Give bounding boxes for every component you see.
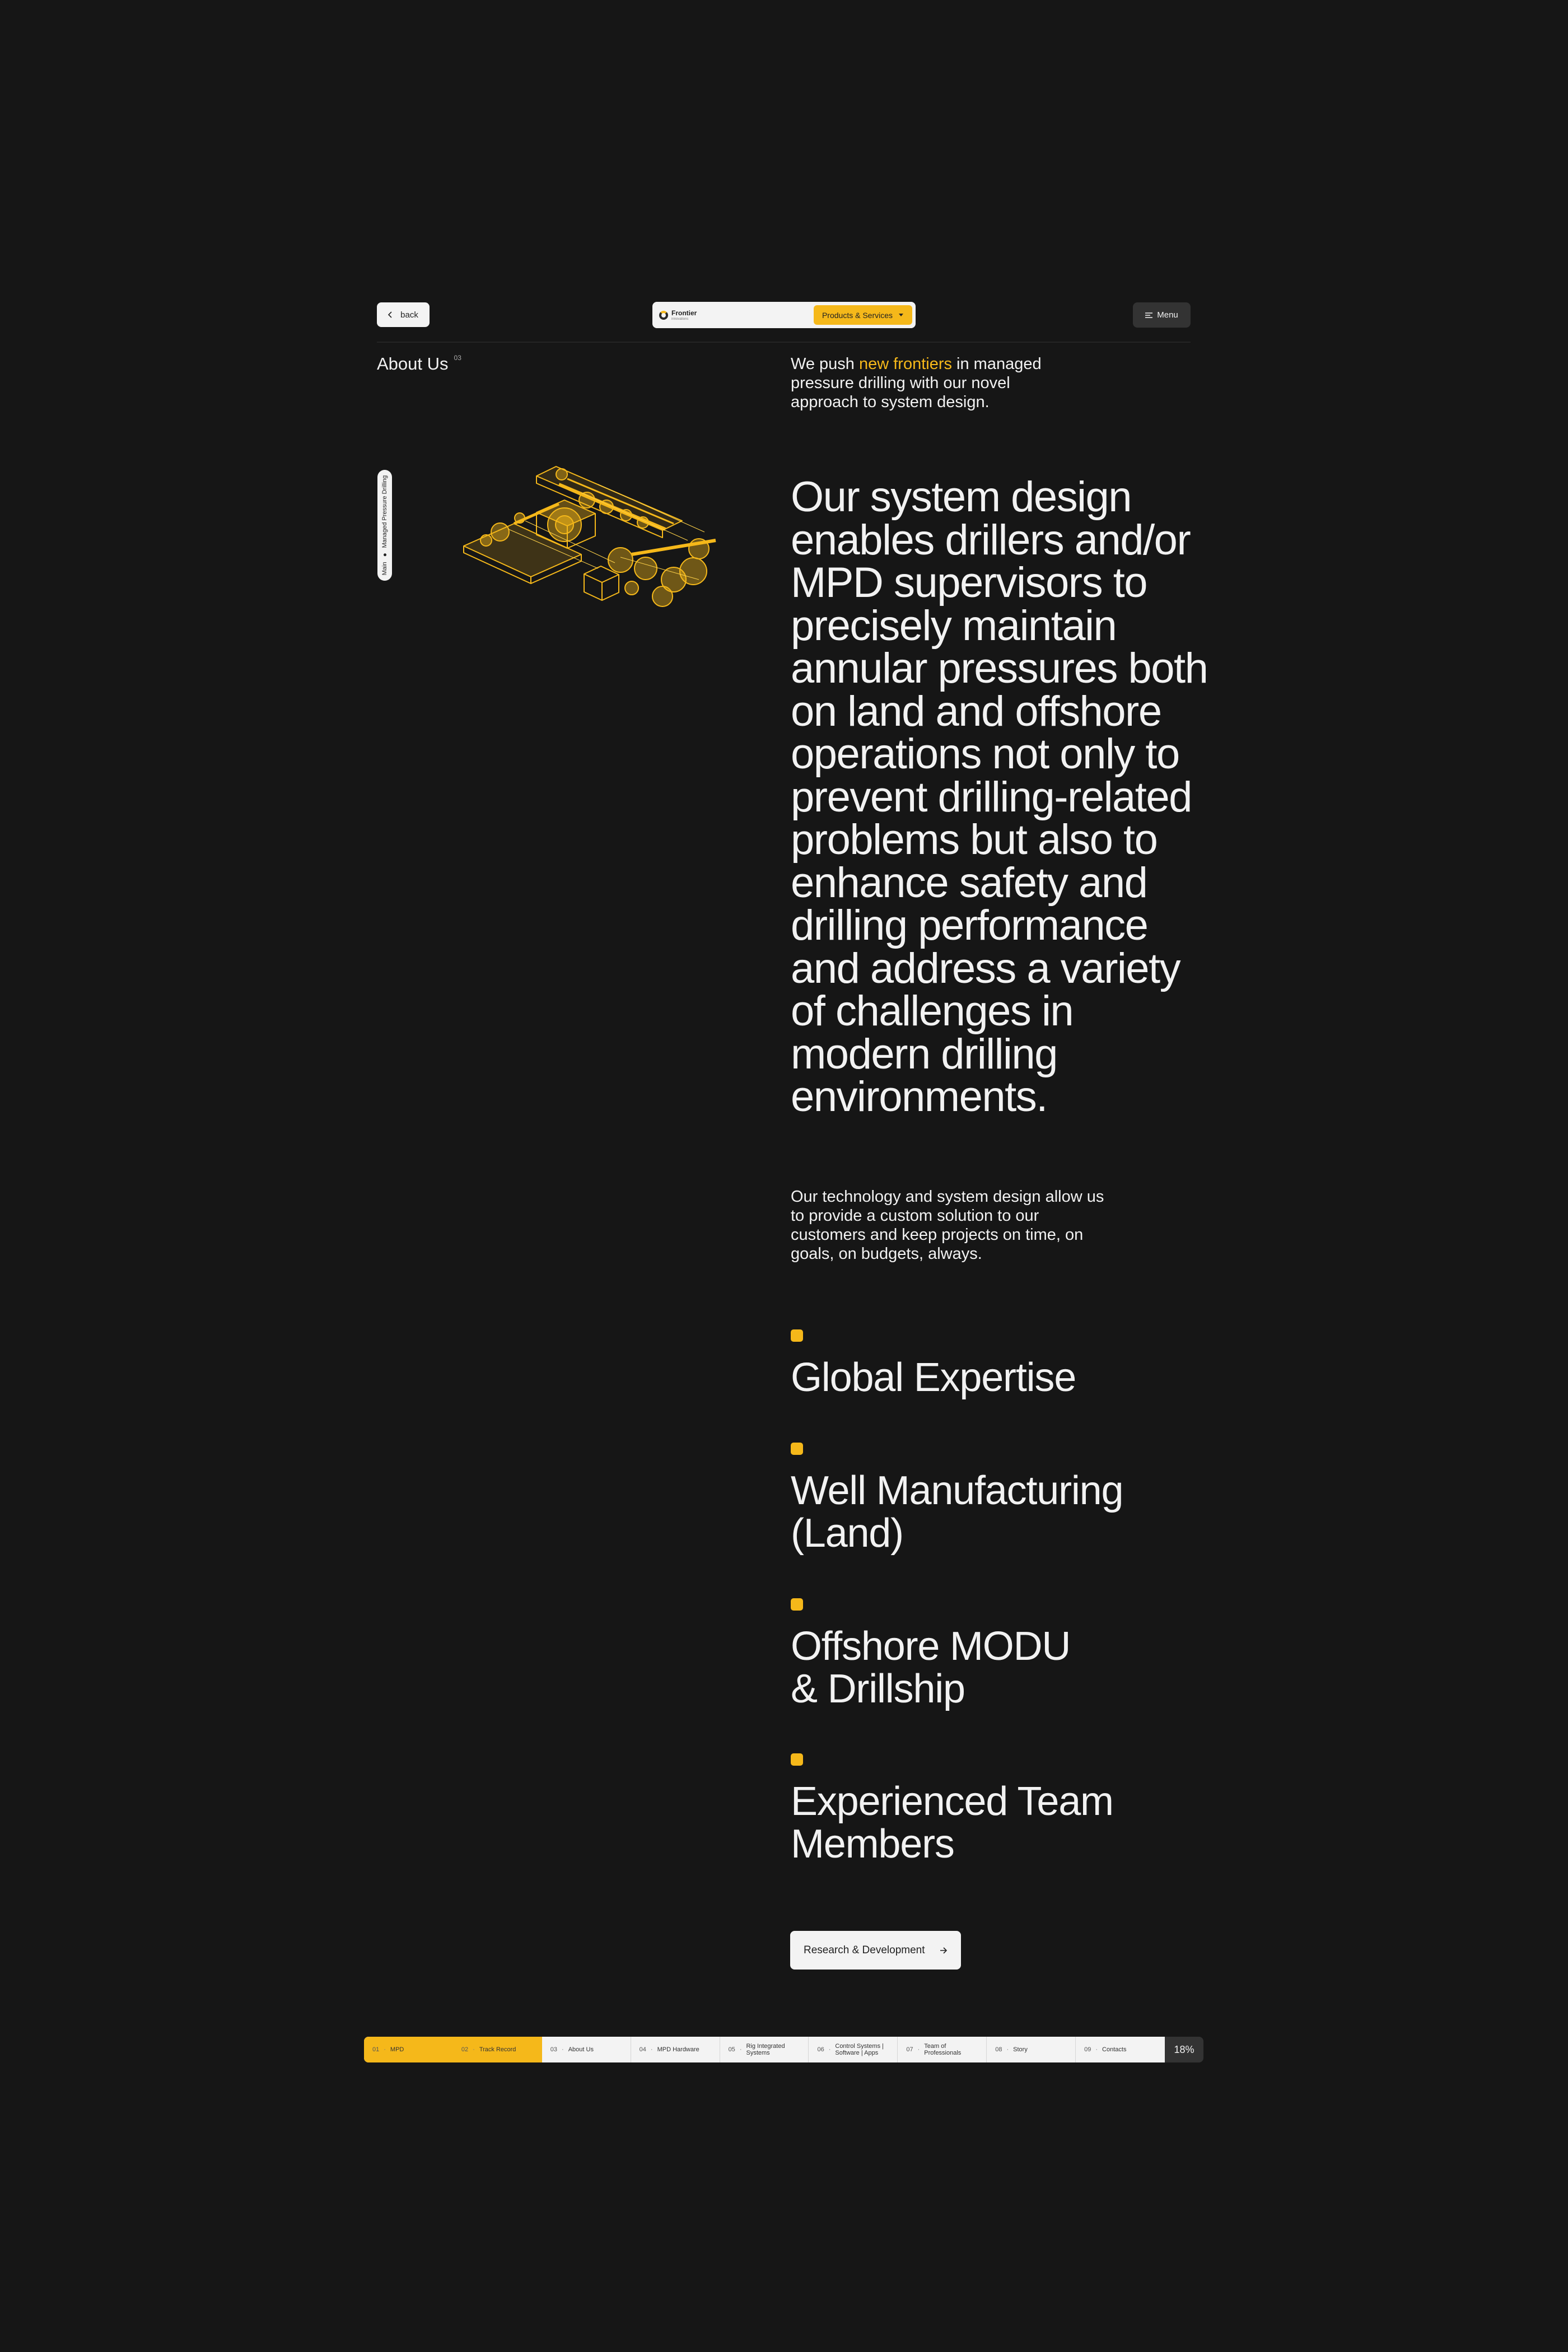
back-label: back xyxy=(400,310,418,320)
nav-item-rig-integrated-systems[interactable] xyxy=(720,2037,809,2062)
nav-item-separator: · xyxy=(917,2046,920,2053)
square-bullet-icon xyxy=(791,1753,803,1766)
nav-item-mpd-hardware[interactable] xyxy=(631,2037,720,2062)
back-button[interactable] xyxy=(377,302,430,327)
square-bullet-icon xyxy=(791,1443,803,1455)
nav-item-separator: · xyxy=(739,2046,742,2053)
dot-separator xyxy=(384,553,386,556)
feature-title: Experienced Team Members xyxy=(791,1779,1113,1866)
logo-icon xyxy=(659,311,668,320)
nav-item-team[interactable] xyxy=(898,2037,987,2062)
feature-item xyxy=(791,1329,1216,1399)
section-title-text: About Us xyxy=(377,354,449,374)
logo[interactable] xyxy=(659,310,814,321)
products-services-dropdown[interactable] xyxy=(814,305,912,325)
square-bullet-icon xyxy=(791,1329,803,1342)
nav-item-label: Rig Integrated Systems xyxy=(746,2043,785,2056)
menu-button[interactable] xyxy=(1133,302,1191,328)
nav-item-number: 04 xyxy=(639,2046,646,2053)
feature-title: Well Manufacturing (Land) xyxy=(791,1468,1123,1556)
nav-item-number: 01 xyxy=(372,2046,380,2053)
section-index: 03 xyxy=(454,354,461,362)
brand-bar xyxy=(652,302,916,328)
nav-item-number: 03 xyxy=(550,2046,558,2053)
nav-item-separator: · xyxy=(384,2046,386,2053)
products-services-label: Products & Services xyxy=(822,310,893,320)
section-tag-mpd: Managed Pressure Drilling xyxy=(381,475,388,548)
nav-item-label: Contacts xyxy=(1102,2046,1127,2053)
nav-item-number: 02 xyxy=(461,2046,469,2053)
nav-item-number: 09 xyxy=(1084,2046,1091,2053)
mpd-equipment-illustration xyxy=(452,451,727,624)
menu-label: Menu xyxy=(1157,310,1178,320)
nav-item-number: 06 xyxy=(817,2046,824,2053)
nav-item-number: 08 xyxy=(995,2046,1002,2053)
nav-item-label: MPD xyxy=(390,2046,404,2053)
nav-item-mpd[interactable] xyxy=(364,2037,453,2062)
logo-name: Frontier xyxy=(671,309,697,317)
section-tag[interactable] xyxy=(377,470,392,581)
nav-item-number: 07 xyxy=(906,2046,913,2053)
intro-highlight: new frontiers xyxy=(858,355,952,373)
research-development-label: Research & Development xyxy=(804,1944,925,1956)
feature-title: Offshore MODU & Drillship xyxy=(791,1624,1071,1711)
header-divider xyxy=(377,342,1191,343)
nav-item-label: Team of Professionals xyxy=(924,2043,962,2056)
hamburger-icon xyxy=(1145,312,1152,318)
nav-item-label: Story xyxy=(1013,2046,1028,2053)
secondary-statement: Our technology and system design allow us to provide a custom solution to our customers and keep projects on time, on goals, on budgets, always. xyxy=(791,1188,1104,1263)
nav-item-label: About Us xyxy=(568,2046,594,2053)
section-progress-nav xyxy=(364,2037,1165,2062)
nav-item-separator: · xyxy=(650,2046,653,2053)
feature-title: Global Expertise xyxy=(791,1355,1076,1400)
nav-item-number: 05 xyxy=(728,2046,735,2053)
nav-item-label: MPD Hardware xyxy=(657,2046,699,2053)
nav-item-label: Track Record xyxy=(479,2046,516,2053)
square-bullet-icon xyxy=(791,1598,803,1611)
nav-item-separator: · xyxy=(1095,2046,1098,2053)
nav-item-control-systems[interactable] xyxy=(809,2037,898,2062)
nav-item-track-record[interactable] xyxy=(453,2037,542,2062)
nav-item-contacts[interactable] xyxy=(1076,2037,1165,2062)
section-tag-main: Main xyxy=(381,562,388,576)
main-statement: Our system design enables drillers and/or MPD supervisors to precisely maintain annular pressures both on land and offshore operations not only to prevent drilling-related problems but also to enhance safety and drilling performance and address a variety of challenges in modern drilling environments. xyxy=(791,473,1208,1121)
nav-item-label: Control Systems | Software | Apps xyxy=(835,2043,884,2056)
nav-item-separator: · xyxy=(828,2046,831,2053)
nav-item-separator: · xyxy=(473,2046,475,2053)
feature-item xyxy=(791,1443,1216,1555)
nav-item-separator: · xyxy=(1006,2046,1009,2053)
intro-after: in managed pressure drilling with our novel approach to system design. xyxy=(791,355,1042,411)
research-development-button[interactable] xyxy=(790,1931,961,1970)
scroll-progress-label: 18% xyxy=(1165,2037,1203,2062)
intro-text xyxy=(791,354,1071,412)
nav-item-about-us[interactable] xyxy=(542,2037,631,2062)
feature-item xyxy=(791,1753,1216,1865)
section-title xyxy=(377,354,461,374)
chevron-down-icon xyxy=(898,313,904,317)
nav-item-story[interactable] xyxy=(987,2037,1076,2062)
logo-subtitle: innovations xyxy=(671,317,689,321)
chevron-left-icon xyxy=(388,311,393,318)
nav-item-separator: · xyxy=(562,2046,564,2053)
feature-item xyxy=(791,1598,1216,1710)
arrow-right-icon xyxy=(940,1947,948,1954)
intro-before: We push xyxy=(791,355,859,373)
